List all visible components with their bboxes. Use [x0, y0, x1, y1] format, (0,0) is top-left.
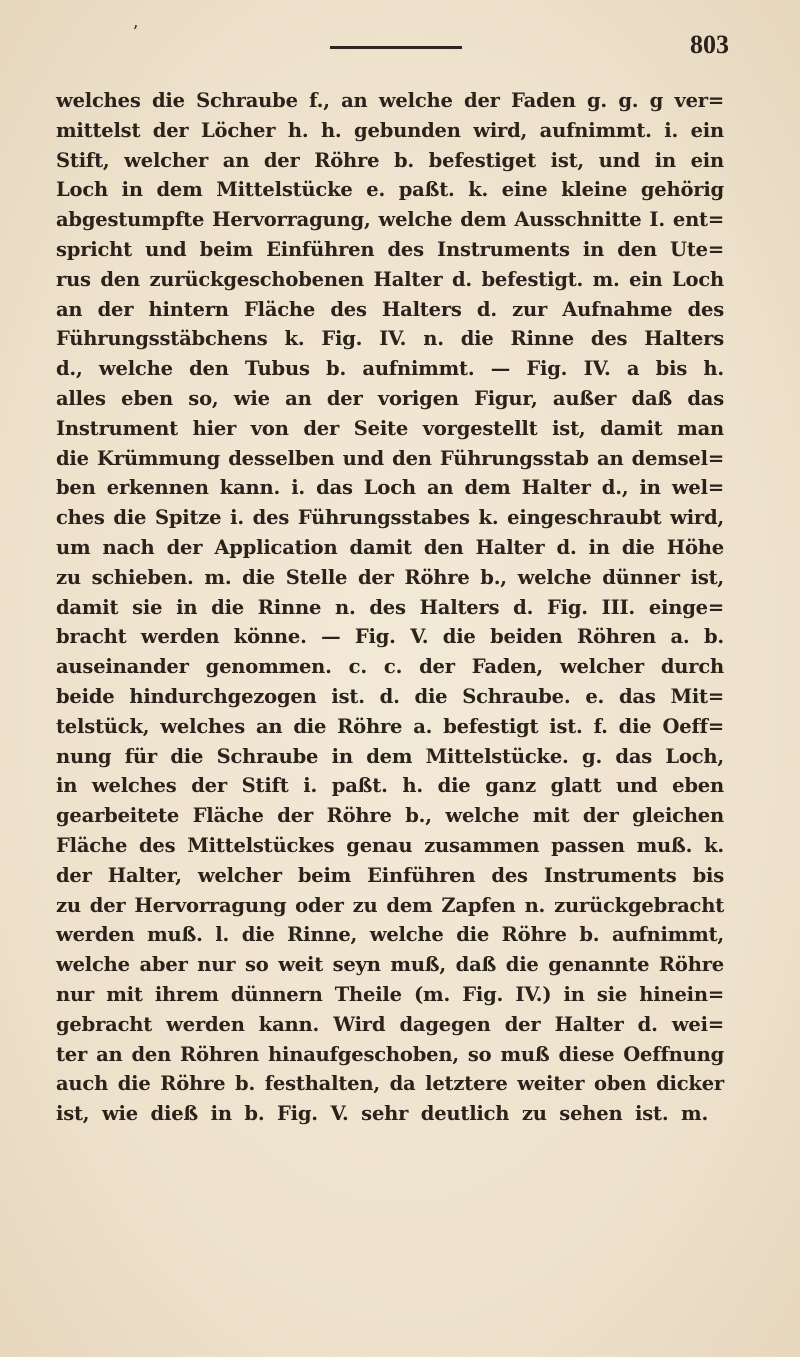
text-line: an der hintern Fläche des Halters d. zur Aufnahme des [56, 297, 724, 321]
text-line: zu schieben. m. die Stelle der Röhre b., welche dünner ist, [56, 565, 724, 589]
text-line: zu der Hervorragung oder zu dem Zapfen n. zurückgebracht [56, 893, 724, 917]
text-line: spricht und beim Einführen des Instruments in den Ute= [56, 237, 724, 261]
text-line: rus den zurückgeschobenen Halter d. befestigt. m. ein Loch [56, 267, 724, 291]
text-line: Instrument hier von der Seite vorgestellt ist, damit man [56, 416, 724, 440]
text-line: damit sie in die Rinne n. des Halters d. Fig. III. einge= [56, 595, 724, 619]
text-line: Stift, welcher an der Röhre b. befestiget ist, und in ein [56, 148, 724, 172]
text-line: beide hindurchgezogen ist. d. die Schraube. e. das Mit= [56, 684, 724, 708]
text-line: welche aber nur so weit seyn muß, daß die genannte Röhre [56, 953, 724, 977]
text-line: die Krümmung desselben und den Führungsstab an demsel= [56, 446, 724, 470]
text-line: nur mit ihrem dünnern Theile (m. Fig. IV.) in sie hinein= [56, 982, 724, 1006]
text-line: Fläche des Mittelstückes genau zusammen passen muß. k. [56, 833, 724, 857]
page-number: 803 [690, 30, 729, 59]
text-line: der Halter, welcher beim Einführen des Instruments bis [56, 863, 724, 887]
body-text [56, 86, 724, 1129]
text-line: bracht werden könne. — Fig. V. die beiden Röhren a. b. [56, 625, 724, 649]
text-line: telstück, welches an die Röhre a. befestigt ist. f. die Oeff= [56, 714, 724, 738]
text-line: nung für die Schraube in dem Mittelstücke. g. das Loch, [56, 744, 724, 768]
text-line: ter an den Röhren hinaufgeschoben, so muß diese Oeffnung [56, 1042, 724, 1066]
text-line: werden muß. l. die Rinne, welche die Röhre b. aufnimmt, [56, 923, 724, 947]
text-line: um nach der Application damit den Halter d. in die Höhe [56, 535, 724, 559]
text-line: ben erkennen kann. i. das Loch an dem Halter d., in wel= [56, 476, 724, 500]
margin-mark: ʼ [132, 22, 138, 43]
text-line: Führungsstäbchens k. Fig. IV. n. die Rinne des Halters [56, 327, 724, 351]
text-line: gearbeitete Fläche der Röhre b., welche mit der gleichen [56, 804, 724, 828]
text-line: ches die Spitze i. des Führungsstabes k. eingeschraubt wird, [56, 506, 724, 530]
text-line: welches die Schraube f., an welche der Faden g. g. g ver= [56, 89, 724, 112]
text-line: d., welche den Tubus b. aufnimmt. — Fig. IV. a bis h. [56, 357, 724, 381]
header-rule [330, 46, 462, 49]
text-line: auseinander genommen. c. c. der Faden, welcher durch [56, 655, 724, 679]
text-line: Loch in dem Mittelstücke e. paßt. k. eine kleine gehörig [56, 178, 724, 202]
text-line: mittelst der Löcher h. h. gebunden wird, aufnimmt. i. ein [56, 118, 724, 142]
text-line: gebracht werden kann. Wird dagegen der Halter d. wei= [56, 1012, 724, 1036]
text-line: in welches der Stift i. paßt. h. die ganz glatt und eben [56, 774, 724, 798]
text-line: alles eben so, wie an der vorigen Figur, außer daß das [56, 386, 724, 410]
text-line: abgestumpfte Hervorragung, welche dem Ausschnitte I. ent= [56, 208, 724, 232]
text-line: auch die Röhre b. festhalten, da letztere weiter oben dicker [56, 1072, 724, 1096]
text-line: ist, wie dieß in b. Fig. V. sehr deutlich zu sehen ist. m. [56, 1102, 709, 1126]
